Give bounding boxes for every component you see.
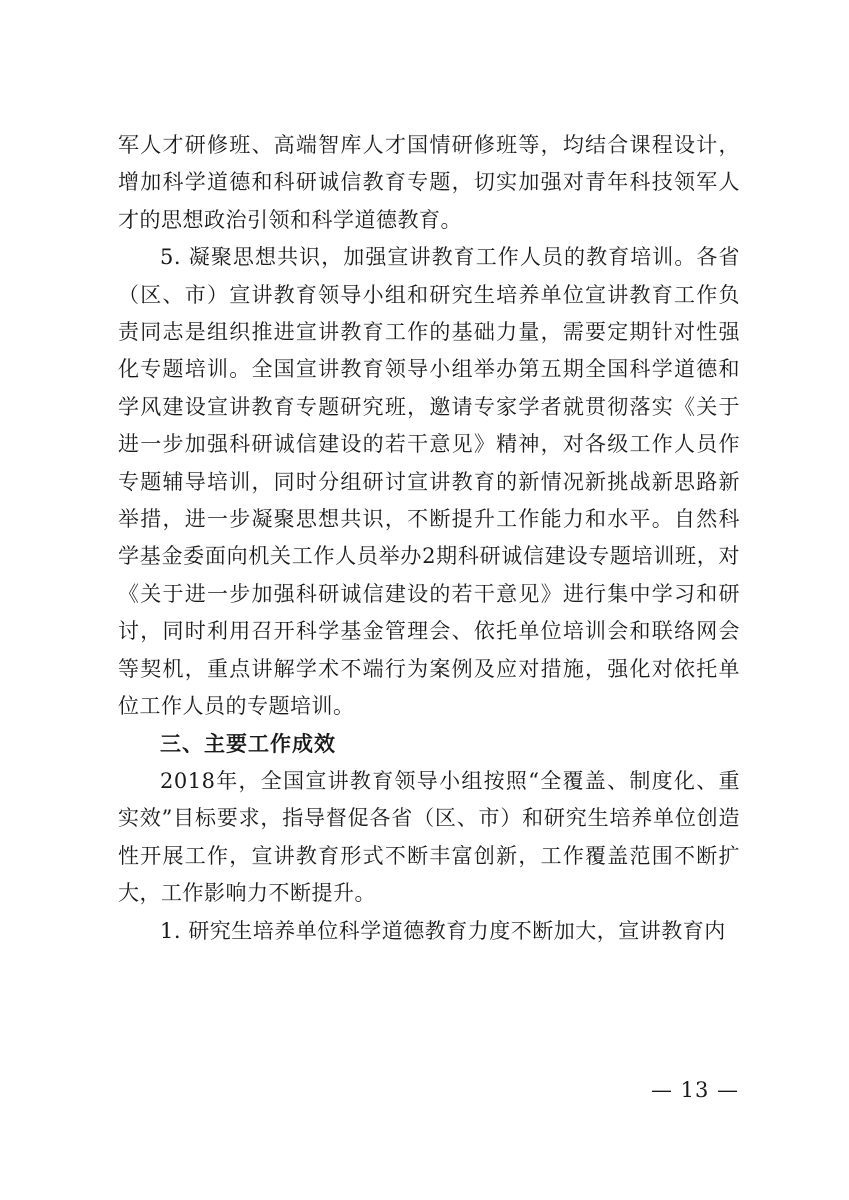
paragraph-summary-2018: 2018年，全国宣讲教育领导小组按照“全覆盖、制度化、重实效”目标要求，指导督促各省（区、市）和研究生培养单位创造性开展工作，宣讲教育形式不断丰富创新，工作覆盖范围不断扩大，工作影响力不断提升。	[118, 768, 740, 906]
section-heading-3: 三、主要工作成效	[160, 731, 336, 756]
document-body	[118, 127, 740, 950]
paragraph-item-1: 1. 研究生培养单位科学道德教育力度不断加大，宣讲教育内	[160, 918, 726, 943]
paragraph-item-5: 5. 凝聚思想共识，加强宣讲教育工作人员的教育培训。各省（区、市）宣讲教育领导小组和研究生培养单位宣讲教育工作负责同志是组织推进宣讲教育工作的基础力量，需要定期针对性强化专题培训。全国宣讲教育领导小组举办第五期全国科学道德和学风建设宣讲教育专题研究班，邀请专家学者就贯彻落实《关于进一步加强科研诚信建设的若干意见》精神，对各级工作人员作专题辅导培训，同时分组研讨宣讲教育的新情况新挑战新思路新举措，进一步凝聚思想共识，不断提升工作能力和水平。自然科学基金委面向机关工作人员举办2期科研诚信建设专题培训班，对《关于进一步加强科研诚信建设的若干意见》进行集中学习和研讨，同时利用召开科学基金管理会、依托单位培训会和联络网会等契机，重点讲解学术不端行为案例及应对措施，强化对依托单位工作人员的专题培训。	[118, 245, 740, 719]
paragraph-continued: 军人才研修班、高端智库人才国情研修班等，均结合课程设计，增加科学道德和科研诚信教育专题，切实加强对青年科技领军人才的思想政治引领和科学道德教育。	[118, 133, 740, 232]
page-number: — 13 —	[650, 1078, 740, 1102]
